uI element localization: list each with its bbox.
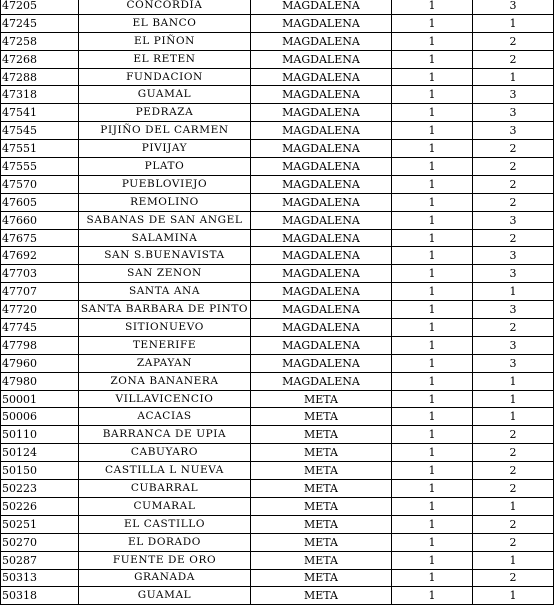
- municipality-code-cell: 50313: [1, 569, 79, 587]
- value-2-cell: 2: [473, 462, 554, 480]
- department-cell: MAGDALENA: [251, 32, 392, 50]
- municipality-name-cell: GUAMAL: [79, 587, 251, 605]
- municipality-code-cell: 50006: [1, 408, 79, 426]
- value-1-cell: 1: [392, 497, 473, 515]
- value-1-cell: 1: [392, 301, 473, 319]
- department-cell: MAGDALENA: [251, 122, 392, 140]
- department-cell: MAGDALENA: [251, 158, 392, 176]
- municipality-code-cell: 50270: [1, 533, 79, 551]
- department-cell: MAGDALENA: [251, 14, 392, 32]
- value-1-cell: 1: [392, 247, 473, 265]
- value-2-cell: 2: [473, 140, 554, 158]
- value-1-cell: 1: [392, 283, 473, 301]
- department-cell: META: [251, 569, 392, 587]
- value-2-cell: 2: [473, 193, 554, 211]
- department-cell: META: [251, 444, 392, 462]
- municipality-code-cell: 50124: [1, 444, 79, 462]
- table-row: [1, 32, 554, 50]
- value-2-cell: 1: [473, 68, 554, 86]
- department-cell: MAGDALENA: [251, 175, 392, 193]
- table-row: [1, 193, 554, 211]
- table-row: [1, 283, 554, 301]
- value-2-cell: 2: [473, 175, 554, 193]
- municipality-name-cell: CASTILLA L NUEVA: [79, 462, 251, 480]
- value-2-cell: 1: [473, 408, 554, 426]
- municipality-name-cell: SAN ZENON: [79, 265, 251, 283]
- department-cell: MAGDALENA: [251, 0, 392, 14]
- table-row: [1, 372, 554, 390]
- municipality-name-cell: CONCORDIA: [79, 0, 251, 14]
- municipality-name-cell: SANTA BARBARA DE PINTO: [79, 301, 251, 319]
- department-cell: META: [251, 480, 392, 498]
- department-cell: META: [251, 515, 392, 533]
- value-1-cell: 1: [392, 587, 473, 605]
- value-2-cell: 2: [473, 426, 554, 444]
- municipality-name-cell: TENERIFE: [79, 336, 251, 354]
- value-1-cell: 1: [392, 372, 473, 390]
- municipality-name-cell: ZONA BANANERA: [79, 372, 251, 390]
- municipality-name-cell: FUNDACION: [79, 68, 251, 86]
- value-2-cell: 2: [473, 319, 554, 337]
- municipality-name-cell: ZAPAYAN: [79, 354, 251, 372]
- municipality-code-cell: 47551: [1, 140, 79, 158]
- value-2-cell: 3: [473, 0, 554, 14]
- municipality-code-cell: 50226: [1, 497, 79, 515]
- municipality-code-cell: 47268: [1, 50, 79, 68]
- department-cell: MAGDALENA: [251, 86, 392, 104]
- municipality-name-cell: EL RETEN: [79, 50, 251, 68]
- table-row: [1, 229, 554, 247]
- municipality-name-cell: PLATO: [79, 158, 251, 176]
- value-1-cell: 1: [392, 32, 473, 50]
- value-2-cell: 2: [473, 158, 554, 176]
- value-1-cell: 1: [392, 229, 473, 247]
- municipality-name-cell: REMOLINO: [79, 193, 251, 211]
- value-1-cell: 1: [392, 354, 473, 372]
- value-1-cell: 1: [392, 122, 473, 140]
- municipality-name-cell: FUENTE DE ORO: [79, 551, 251, 569]
- municipality-code-cell: 50251: [1, 515, 79, 533]
- table-row: [1, 462, 554, 480]
- municipality-code-cell: 50318: [1, 587, 79, 605]
- value-1-cell: 1: [392, 86, 473, 104]
- department-cell: META: [251, 462, 392, 480]
- department-cell: MAGDALENA: [251, 229, 392, 247]
- municipality-name-cell: BARRANCA DE UPIA: [79, 426, 251, 444]
- municipality-code-cell: 47798: [1, 336, 79, 354]
- department-cell: MAGDALENA: [251, 319, 392, 337]
- value-2-cell: 3: [473, 301, 554, 319]
- table-row: [1, 533, 554, 551]
- municipality-code-cell: 47707: [1, 283, 79, 301]
- department-cell: MAGDALENA: [251, 50, 392, 68]
- municipality-code-cell: 47555: [1, 158, 79, 176]
- department-cell: MAGDALENA: [251, 247, 392, 265]
- table-row: [1, 265, 554, 283]
- table-row: [1, 497, 554, 515]
- value-2-cell: 2: [473, 515, 554, 533]
- municipality-name-cell: SANTA ANA: [79, 283, 251, 301]
- municipality-code-cell: 47980: [1, 372, 79, 390]
- value-2-cell: 2: [473, 480, 554, 498]
- municipality-code-cell: 50150: [1, 462, 79, 480]
- municipality-name-cell: CUBARRAL: [79, 480, 251, 498]
- municipality-code-cell: 47205: [1, 0, 79, 14]
- value-2-cell: 3: [473, 247, 554, 265]
- value-1-cell: 1: [392, 480, 473, 498]
- municipality-name-cell: SABANAS DE SAN ANGEL: [79, 211, 251, 229]
- value-1-cell: 1: [392, 336, 473, 354]
- municipality-name-cell: VILLAVICENCIO: [79, 390, 251, 408]
- municipality-code-cell: 47605: [1, 193, 79, 211]
- municipality-name-cell: ACACIAS: [79, 408, 251, 426]
- table-row: [1, 104, 554, 122]
- municipality-code-cell: 47745: [1, 319, 79, 337]
- value-1-cell: 1: [392, 444, 473, 462]
- value-2-cell: 3: [473, 354, 554, 372]
- table-row: [1, 587, 554, 605]
- department-cell: MAGDALENA: [251, 336, 392, 354]
- municipality-name-cell: PIJIÑO DEL CARMEN: [79, 122, 251, 140]
- table-row: [1, 247, 554, 265]
- department-cell: META: [251, 551, 392, 569]
- value-1-cell: 1: [392, 140, 473, 158]
- department-cell: META: [251, 587, 392, 605]
- value-1-cell: 1: [392, 104, 473, 122]
- table-row: [1, 158, 554, 176]
- municipality-code-cell: 47692: [1, 247, 79, 265]
- table-row: [1, 551, 554, 569]
- value-1-cell: 1: [392, 175, 473, 193]
- table-row: [1, 0, 554, 14]
- table-row: [1, 140, 554, 158]
- value-1-cell: 1: [392, 426, 473, 444]
- table-row: [1, 211, 554, 229]
- department-cell: MAGDALENA: [251, 193, 392, 211]
- value-2-cell: 3: [473, 336, 554, 354]
- municipality-code-cell: 47660: [1, 211, 79, 229]
- value-1-cell: 1: [392, 462, 473, 480]
- municipality-name-cell: EL PIÑON: [79, 32, 251, 50]
- value-2-cell: 3: [473, 265, 554, 283]
- municipality-code-cell: 47545: [1, 122, 79, 140]
- value-2-cell: 3: [473, 86, 554, 104]
- value-2-cell: 1: [473, 372, 554, 390]
- value-1-cell: 1: [392, 515, 473, 533]
- municipality-code-cell: 47720: [1, 301, 79, 319]
- value-2-cell: 3: [473, 104, 554, 122]
- table-row: [1, 569, 554, 587]
- department-cell: MAGDALENA: [251, 104, 392, 122]
- table-row: [1, 390, 554, 408]
- municipality-code-cell: 47258: [1, 32, 79, 50]
- municipality-name-cell: EL CASTILLO: [79, 515, 251, 533]
- department-cell: META: [251, 497, 392, 515]
- department-cell: META: [251, 408, 392, 426]
- value-2-cell: 2: [473, 32, 554, 50]
- value-2-cell: 1: [473, 390, 554, 408]
- department-cell: META: [251, 426, 392, 444]
- value-1-cell: 1: [392, 551, 473, 569]
- municipality-name-cell: CUMARAL: [79, 497, 251, 515]
- municipality-code-cell: 47960: [1, 354, 79, 372]
- value-2-cell: 3: [473, 122, 554, 140]
- municipality-code-cell: 47703: [1, 265, 79, 283]
- value-2-cell: 2: [473, 50, 554, 68]
- municipality-name-cell: GRANADA: [79, 569, 251, 587]
- municipality-name-cell: SAN S.BUENAVISTA: [79, 247, 251, 265]
- value-1-cell: 1: [392, 265, 473, 283]
- value-2-cell: 1: [473, 283, 554, 301]
- table-row: [1, 86, 554, 104]
- value-2-cell: 3: [473, 211, 554, 229]
- value-2-cell: 1: [473, 497, 554, 515]
- department-cell: MAGDALENA: [251, 211, 392, 229]
- value-1-cell: 1: [392, 390, 473, 408]
- department-cell: META: [251, 390, 392, 408]
- table-row: [1, 301, 554, 319]
- value-2-cell: 1: [473, 587, 554, 605]
- table-row: [1, 354, 554, 372]
- value-1-cell: 1: [392, 569, 473, 587]
- municipality-name-cell: PUEBLOVIEJO: [79, 175, 251, 193]
- department-cell: MAGDALENA: [251, 372, 392, 390]
- department-cell: MAGDALENA: [251, 301, 392, 319]
- table-row: [1, 408, 554, 426]
- value-2-cell: 2: [473, 533, 554, 551]
- department-cell: MAGDALENA: [251, 265, 392, 283]
- municipality-name-cell: PEDRAZA: [79, 104, 251, 122]
- value-2-cell: 1: [473, 14, 554, 32]
- value-2-cell: 2: [473, 569, 554, 587]
- municipality-code-cell: 47318: [1, 86, 79, 104]
- municipality-name-cell: PIVIJAY: [79, 140, 251, 158]
- department-cell: MAGDALENA: [251, 68, 392, 86]
- municipality-code-cell: 47570: [1, 175, 79, 193]
- value-1-cell: 1: [392, 408, 473, 426]
- municipality-code-cell: 47288: [1, 68, 79, 86]
- table-row: [1, 515, 554, 533]
- value-1-cell: 1: [392, 211, 473, 229]
- value-2-cell: 2: [473, 229, 554, 247]
- value-1-cell: 1: [392, 533, 473, 551]
- municipality-name-cell: SALAMINA: [79, 229, 251, 247]
- table-row: [1, 336, 554, 354]
- department-cell: MAGDALENA: [251, 283, 392, 301]
- table-row: [1, 14, 554, 32]
- table-row: [1, 444, 554, 462]
- table-body: [1, 0, 554, 605]
- table-row: [1, 480, 554, 498]
- department-cell: MAGDALENA: [251, 140, 392, 158]
- value-1-cell: 1: [392, 14, 473, 32]
- table-row: [1, 426, 554, 444]
- municipality-code-cell: 50287: [1, 551, 79, 569]
- municipality-name-cell: SITIONUEVO: [79, 319, 251, 337]
- municipality-code-cell: 50110: [1, 426, 79, 444]
- table-row: [1, 319, 554, 337]
- department-cell: MAGDALENA: [251, 354, 392, 372]
- value-1-cell: 1: [392, 158, 473, 176]
- value-1-cell: 1: [392, 0, 473, 14]
- value-2-cell: 2: [473, 444, 554, 462]
- municipality-code-cell: 50223: [1, 480, 79, 498]
- value-1-cell: 1: [392, 319, 473, 337]
- municipality-name-cell: CABUYARO: [79, 444, 251, 462]
- municipality-code-cell: 47541: [1, 104, 79, 122]
- value-2-cell: 1: [473, 551, 554, 569]
- table-row: [1, 68, 554, 86]
- table-row: [1, 50, 554, 68]
- municipality-name-cell: GUAMAL: [79, 86, 251, 104]
- value-1-cell: 1: [392, 193, 473, 211]
- municipality-code-cell: 50001: [1, 390, 79, 408]
- table-row: [1, 122, 554, 140]
- value-1-cell: 1: [392, 68, 473, 86]
- table-row: [1, 175, 554, 193]
- municipality-code-cell: 47675: [1, 229, 79, 247]
- department-cell: META: [251, 533, 392, 551]
- municipality-code-cell: 47245: [1, 14, 79, 32]
- municipality-name-cell: EL BANCO: [79, 14, 251, 32]
- value-1-cell: 1: [392, 50, 473, 68]
- municipality-name-cell: EL DORADO: [79, 533, 251, 551]
